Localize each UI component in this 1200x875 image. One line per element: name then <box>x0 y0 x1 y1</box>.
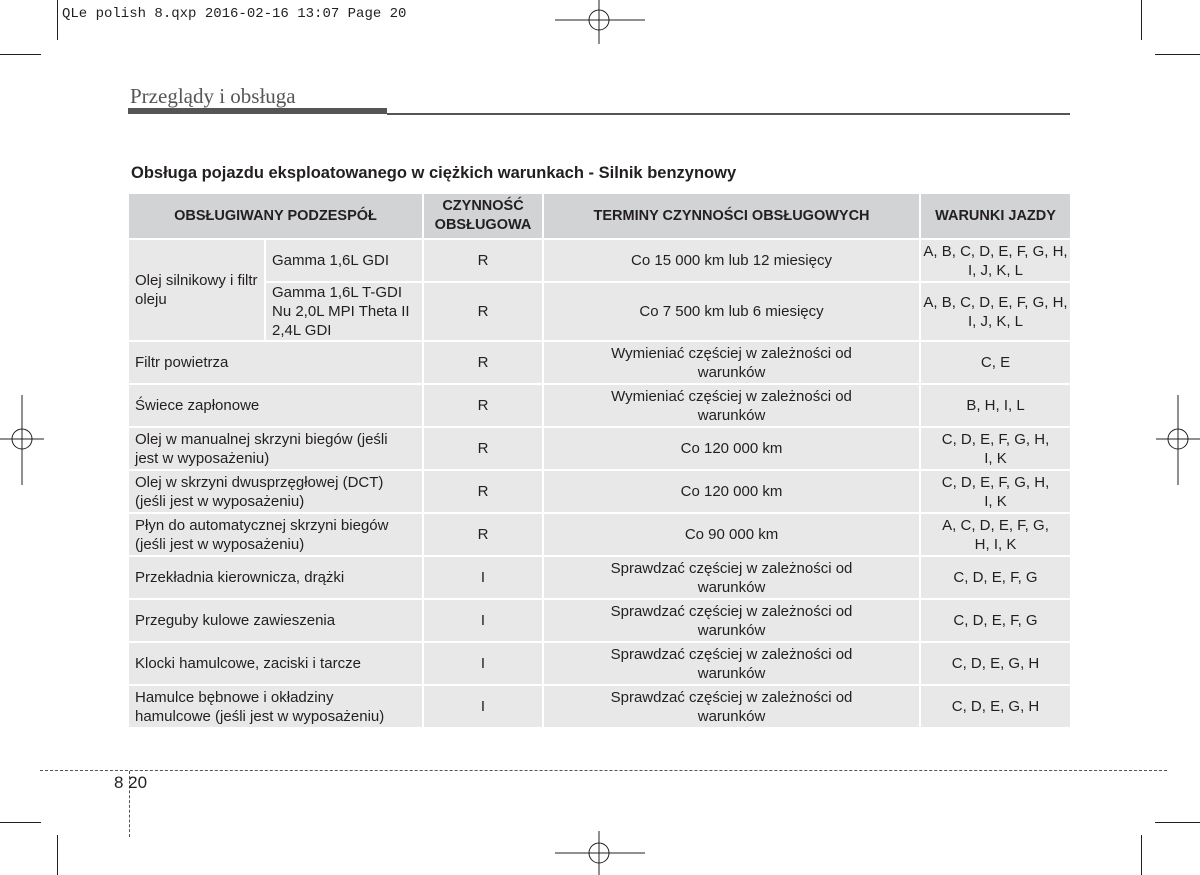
component-cell: Olej w manualnej skrzyni biegów (jeśli jest w wyposażeniu) <box>129 426 424 469</box>
crop-mark <box>0 54 41 55</box>
table-row <box>129 641 1070 684</box>
header-component: OBSŁUGIWANY PODZESPÓŁ <box>129 194 424 238</box>
component-cell: Olej silnikowy i filtr oleju <box>129 238 266 340</box>
crop-mark <box>57 0 58 40</box>
component-cell: Przekładnia kierownicza, drążki <box>129 555 424 598</box>
component-cell: Przeguby kulowe zawieszenia <box>129 598 424 641</box>
interval-cell: Co 120 000 km <box>544 426 921 469</box>
table-row <box>129 469 1070 512</box>
interval-cell: Co 90 000 km <box>544 512 921 555</box>
action-cell: R <box>424 383 544 426</box>
header-action: CZYNNOŚĆ OBSŁUGOWA <box>424 194 544 238</box>
registration-mark-right <box>1150 395 1200 485</box>
engine-cell: Gamma 1,6L GDI <box>266 238 424 281</box>
crop-mark <box>1141 0 1142 40</box>
conditions-cell: A, B, C, D, E, F, G, H, I, J, K, L <box>921 281 1070 340</box>
component-cell: Olej w skrzyni dwusprzęgłowej (DCT) (jeśli jest w wyposażeniu) <box>129 469 424 512</box>
conditions-cell: A, C, D, E, F, G, H, I, K <box>921 512 1070 555</box>
interval-cell: Sprawdzać częściej w zależności od warunków <box>544 598 921 641</box>
interval-cell: Wymieniać częściej w zależności od warunków <box>544 340 921 383</box>
engine-cell: Gamma 1,6L T-GDI Nu 2,0L MPI Theta II 2,4L GDI <box>266 281 424 340</box>
print-slug: QLe polish 8.qxp 2016-02-16 13:07 Page 20 <box>62 6 407 22</box>
action-cell: R <box>424 340 544 383</box>
crop-mark <box>0 822 41 823</box>
registration-mark-left <box>0 395 50 485</box>
conditions-cell: C, D, E, F, G <box>921 555 1070 598</box>
crop-mark <box>1155 822 1200 823</box>
action-cell: R <box>424 238 544 281</box>
interval-cell: Co 120 000 km <box>544 469 921 512</box>
component-cell: Płyn do automatycznej skrzyni biegów (jeśli jest w wyposażeniu) <box>129 512 424 555</box>
conditions-cell: C, D, E, G, H <box>921 641 1070 684</box>
action-cell: R <box>424 281 544 340</box>
section-title: Obsługa pojazdu eksploatowanego w ciężkich warunkach - Silnik benzynowy <box>131 164 737 182</box>
crop-mark <box>1155 54 1200 55</box>
crop-mark <box>1141 835 1142 875</box>
component-cell: Hamulce bębnowe i okładziny hamulcowe (jeśli jest w wyposażeniu) <box>129 684 424 727</box>
running-header: Przeglądy i obsługa <box>130 84 296 108</box>
interval-cell: Sprawdzać częściej w zależności od warunków <box>544 641 921 684</box>
registration-mark-top <box>555 0 645 50</box>
table-row <box>129 340 1070 383</box>
table-row <box>129 383 1070 426</box>
component-cell: Filtr powietrza <box>129 340 424 383</box>
conditions-cell: A, B, C, D, E, F, G, H, I, J, K, L <box>921 238 1070 281</box>
interval-cell: Wymieniać częściej w zależności od warunków <box>544 383 921 426</box>
crop-mark <box>57 835 58 875</box>
action-cell: I <box>424 641 544 684</box>
conditions-cell: B, H, I, L <box>921 383 1070 426</box>
conditions-cell: C, D, E, G, H <box>921 684 1070 727</box>
header-rule-thick <box>128 108 387 114</box>
conditions-cell: C, D, E, F, G <box>921 598 1070 641</box>
table-row <box>129 426 1070 469</box>
maintenance-table <box>129 194 1070 727</box>
table-row <box>129 512 1070 555</box>
table-row <box>129 238 1070 281</box>
action-cell: R <box>424 469 544 512</box>
action-cell: R <box>424 512 544 555</box>
action-cell: I <box>424 555 544 598</box>
table-row <box>129 281 1070 340</box>
interval-cell: Sprawdzać częściej w zależności od warunków <box>544 555 921 598</box>
conditions-cell: C, D, E, F, G, H, I, K <box>921 426 1070 469</box>
component-cell: Klocki hamulcowe, zaciski i tarcze <box>129 641 424 684</box>
conditions-cell: C, D, E, F, G, H, I, K <box>921 469 1070 512</box>
registration-mark-bottom <box>555 825 645 875</box>
interval-cell: Sprawdzać częściej w zależności od warunków <box>544 684 921 727</box>
header-rule-thin <box>387 113 1070 115</box>
page-number: 8 20 <box>114 773 148 792</box>
action-cell: R <box>424 426 544 469</box>
table-row <box>129 684 1070 727</box>
footer-dashed-rule <box>40 770 1167 771</box>
interval-cell: Co 15 000 km lub 12 miesięcy <box>544 238 921 281</box>
component-cell: Świece zapłonowe <box>129 383 424 426</box>
interval-cell: Co 7 500 km lub 6 miesięcy <box>544 281 921 340</box>
action-cell: I <box>424 684 544 727</box>
action-cell: I <box>424 598 544 641</box>
conditions-cell: C, E <box>921 340 1070 383</box>
table-row <box>129 598 1070 641</box>
table-row <box>129 555 1070 598</box>
header-conditions: WARUNKI JAZDY <box>921 194 1070 238</box>
header-interval: TERMINY CZYNNOŚCI OBSŁUGOWYCH <box>544 194 921 238</box>
